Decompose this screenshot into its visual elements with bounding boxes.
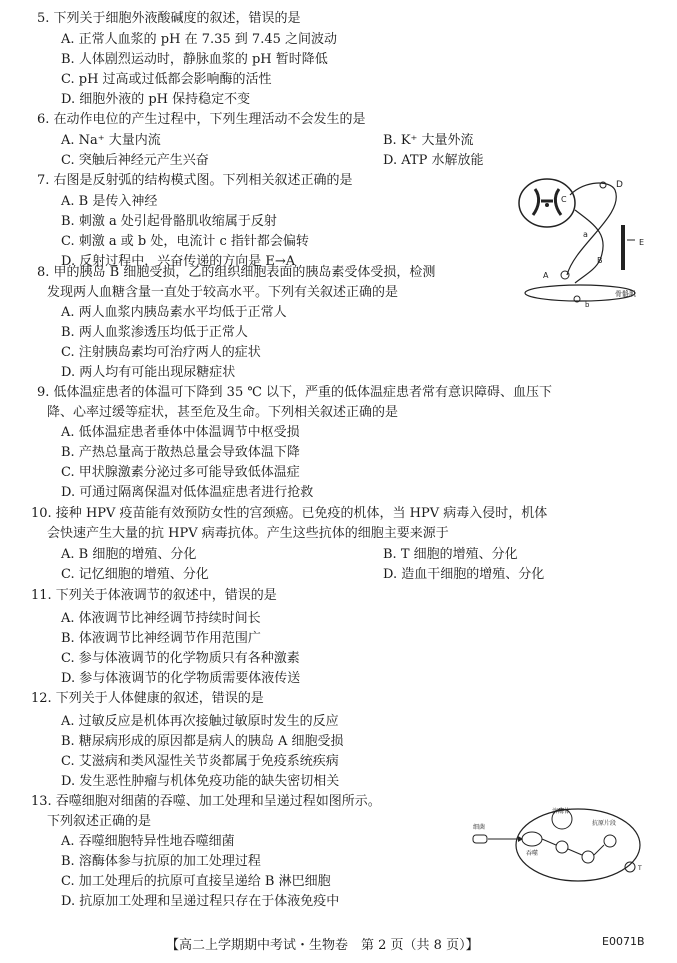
- q12-option-a: A. 过敏反应是机体再次接触过敏原时发生的反应: [61, 714, 339, 729]
- q8-option-b: B. 两人血浆渗透压均低于正常人: [61, 325, 248, 340]
- q9-option-b: B. 产热总量高于散热总量会导致体温下降: [61, 445, 300, 460]
- reflex-arc-figure: [515, 175, 665, 315]
- phago-label-bacteria: 细菌: [473, 824, 486, 831]
- q10-option-d: D. 造血干细胞的增殖、分化: [383, 567, 545, 582]
- q11-option-d: D. 参与体液调节的化学物质需要体液传送: [61, 671, 301, 686]
- question-9-stem-line-2: 降、心率过缓等症状，甚至危及生命。下列相关叙述正确的是: [47, 405, 399, 420]
- q11-option-b: B. 体液调节比神经调节作用范围广: [61, 631, 261, 646]
- question-8-stem-line-1: 8. 甲的胰岛 B 细胞受损，乙的组织细胞表面的胰岛素受体受损，检测: [37, 265, 436, 280]
- question-6-stem: 6. 在动作电位的产生过程中，下列生理活动不会发生的是: [37, 112, 366, 127]
- q9-option-a: A. 低体温症患者垂体中体温调节中枢受损: [61, 425, 300, 440]
- reflex-label-b-lower: b: [585, 301, 590, 309]
- question-5-stem: 5. 下列关于细胞外液酸碱度的叙述，错误的是: [37, 11, 301, 26]
- reflex-label-a-upper: A: [543, 271, 549, 280]
- reflex-label-d: D: [616, 180, 623, 190]
- q8-option-d: D. 两人均有可能出现尿糖症状: [61, 365, 236, 380]
- q6-option-d: D. ATP 水解放能: [383, 153, 484, 168]
- q11-option-a: A. 体液调节比神经调节持续时间长: [61, 611, 261, 626]
- q10-option-b: B. T 细胞的增殖、分化: [383, 547, 518, 562]
- page-footer-title: 【高二上学期期中考试・生物卷 第 2 页（共 8 页）】: [166, 938, 479, 953]
- reflex-label-muscle: 骨骼肌: [615, 290, 636, 298]
- question-13-stem-line-1: 13. 吞噬细胞对细菌的吞噬、加工处理和呈递过程如图所示。: [31, 794, 381, 809]
- q10-option-a: A. B 细胞的增殖、分化: [61, 547, 197, 562]
- q9-option-d: D. 可通过隔离保温对低体温症患者进行抢救: [61, 485, 314, 500]
- phago-label-t: T: [638, 865, 642, 872]
- q13-option-b: B. 溶酶体参与抗原的加工处理过程: [61, 854, 261, 869]
- q13-option-a: A. 吞噬细胞特异性地吞噬细菌: [61, 834, 235, 849]
- reflex-label-c: C: [561, 195, 567, 204]
- q11-option-c: C. 参与体液调节的化学物质只有各种激素: [61, 651, 300, 666]
- q8-option-a: A. 两人血浆内胰岛素水平均低于正常人: [61, 305, 287, 320]
- q6-option-b: B. K⁺ 大量外流: [383, 133, 474, 148]
- q6-option-a: A. Na⁺ 大量内流: [61, 133, 161, 148]
- question-11-stem: 11. 下列关于体液调节的叙述中，错误的是: [31, 588, 277, 603]
- q5-option-c: C. pH 过高或过低都会影响酶的活性: [61, 72, 272, 87]
- reflex-label-a: a: [583, 230, 588, 239]
- q10-option-c: C. 记忆细胞的增殖、分化: [61, 567, 209, 582]
- phago-label-antigen-fragment: 抗原片段: [592, 820, 617, 827]
- question-8-stem-line-2: 发现两人血糖含量一直处于较高水平。下列有关叙述正确的是: [47, 285, 399, 300]
- phago-label-lysosome: 溶酶体: [552, 808, 571, 815]
- q7-option-d: D. 反射过程中，兴奋传递的方向是 E→A: [61, 254, 296, 269]
- q5-option-a: A. 正常人血浆的 pH 在 7.35 到 7.45 之间波动: [61, 32, 337, 47]
- q7-option-c: C. 刺激 a 或 b 处，电流计 c 指针都会偏转: [61, 234, 309, 249]
- phago-label-engulf: 吞噬: [526, 850, 539, 857]
- q7-option-a: A. B 是传入神经: [61, 194, 158, 209]
- q8-option-c: C. 注射胰岛素均可治疗两人的症状: [61, 345, 261, 360]
- page-footer-code: E0071B: [602, 935, 645, 948]
- question-7-stem: 7. 右图是反射弧的结构模式图。下列相关叙述正确的是: [37, 173, 353, 188]
- q13-option-d: D. 抗原加工处理和呈递过程只存在于体液免疫中: [61, 894, 340, 909]
- q6-option-c: C. 突触后神经元产生兴奋: [61, 153, 209, 168]
- q12-option-b: B. 糖尿病形成的原因都是病人的胰岛 A 细胞受损: [61, 734, 344, 749]
- reflex-label-b-upper: B: [597, 256, 603, 265]
- q13-option-c: C. 加工处理后的抗原可直接呈递给 B 淋巴细胞: [61, 874, 331, 889]
- q5-option-b: B. 人体剧烈运动时，静脉血浆的 pH 暂时降低: [61, 52, 328, 67]
- q9-option-c: C. 甲状腺激素分泌过多可能导致低体温症: [61, 465, 300, 480]
- q12-option-c: C. 艾滋病和类风湿性关节炎都属于免疫系统疾病: [61, 754, 339, 769]
- question-10-stem-line-2: 会快速产生大量的抗 HPV 病毒抗体。产生这些抗体的细胞主要来源于: [47, 526, 449, 541]
- question-9-stem-line-1: 9. 低体温症患者的体温可下降到 35 ℃ 以下，严重的低体温症患者常有意识障碍、血压下: [37, 385, 553, 400]
- question-12-stem: 12. 下列关于人体健康的叙述，错误的是: [31, 691, 264, 706]
- question-13-stem-line-2: 下列叙述正确的是: [47, 814, 152, 829]
- reflex-label-e: E: [639, 238, 645, 247]
- q12-option-d: D. 发生恶性肿瘤与机体免疫功能的缺失密切相关: [61, 774, 340, 789]
- q7-option-b: B. 刺激 a 处引起骨骼肌收缩属于反射: [61, 214, 277, 229]
- question-10-stem-line-1: 10. 接种 HPV 疫苗能有效预防女性的宫颈癌。已免疫的机体，当 HPV 病毒入侵时，机体: [31, 506, 548, 521]
- phagocytosis-figure: [470, 805, 645, 885]
- q5-option-d: D. 细胞外液的 pH 保持稳定不变: [61, 92, 251, 107]
